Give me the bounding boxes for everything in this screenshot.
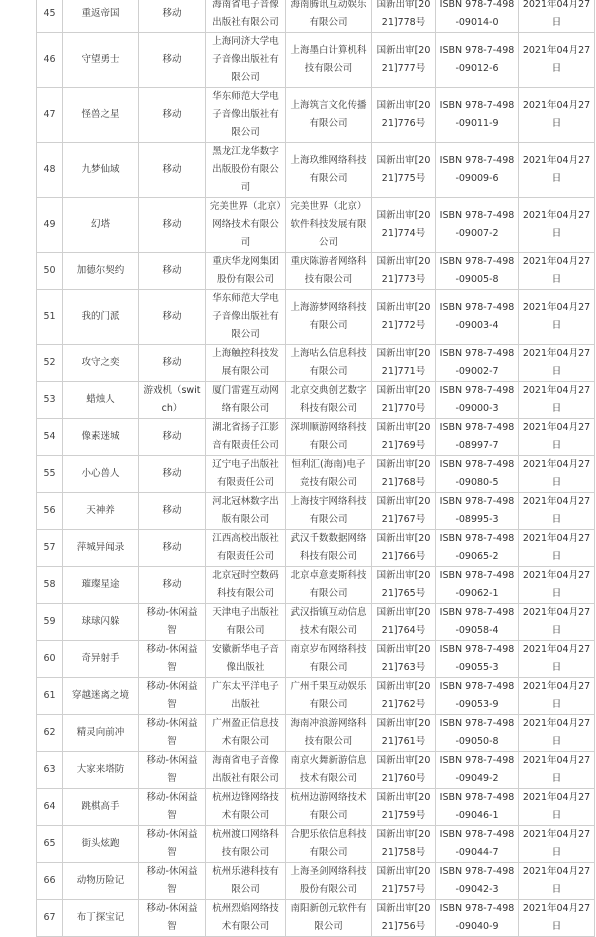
row-number-cell: 45 [37, 0, 63, 33]
approval-number-cell: 国新出审[2021]771号 [372, 345, 436, 382]
publisher-cell: 安徽新华电子音像出版社 [206, 641, 286, 678]
table-row [37, 143, 595, 198]
publisher-cell: 天津电子出版社有限公司 [206, 604, 286, 641]
row-number-cell: 66 [37, 863, 63, 900]
game-name-cell: 怪兽之星 [63, 88, 139, 143]
operator-cell: 深圳顺游网络科技有限公司 [286, 419, 372, 456]
publisher-cell: 广东太平洋电子出版社 [206, 678, 286, 715]
table-row [37, 641, 595, 678]
game-name-cell: 精灵向前冲 [63, 715, 139, 752]
table-row [37, 604, 595, 641]
row-number-cell: 60 [37, 641, 63, 678]
isbn-cell: ISBN 978-7-498-08995-3 [436, 493, 519, 530]
category-cell: 移动 [139, 0, 206, 33]
approval-number-cell: 国新出审[2021]758号 [372, 826, 436, 863]
category-cell: 移动-休闲益智 [139, 752, 206, 789]
isbn-cell: ISBN 978-7-498-09050-8 [436, 715, 519, 752]
row-number-cell: 63 [37, 752, 63, 789]
approval-number-cell: 国新出审[2021]757号 [372, 863, 436, 900]
operator-cell: 上海游梦网络科技有限公司 [286, 290, 372, 345]
publisher-cell: 海南省电子音像出版社有限公司 [206, 0, 286, 33]
approval-date-cell: 2021年04月27日 [519, 604, 595, 641]
isbn-cell: ISBN 978-7-498-09058-4 [436, 604, 519, 641]
table-row [37, 33, 595, 88]
game-name-cell: 穿越迷离之境 [63, 678, 139, 715]
table-row [37, 900, 595, 937]
category-cell: 移动 [139, 567, 206, 604]
publisher-cell: 海南省电子音像出版社有限公司 [206, 752, 286, 789]
table-row [37, 0, 595, 33]
table-row [37, 789, 595, 826]
isbn-cell: ISBN 978-7-498-09014-0 [436, 0, 519, 33]
operator-cell: 上海墨白计算机科技有限公司 [286, 33, 372, 88]
game-name-cell: 蜡烛人 [63, 382, 139, 419]
row-number-cell: 67 [37, 900, 63, 937]
category-cell: 移动-休闲益智 [139, 641, 206, 678]
isbn-cell: ISBN 978-7-498-09049-2 [436, 752, 519, 789]
approval-date-cell: 2021年04月27日 [519, 456, 595, 493]
operator-cell: 海南腾讯互动娱乐有限公司 [286, 0, 372, 33]
approval-date-cell: 2021年04月27日 [519, 143, 595, 198]
row-number-cell: 61 [37, 678, 63, 715]
game-name-cell: 跳棋高手 [63, 789, 139, 826]
isbn-cell: ISBN 978-7-498-08997-7 [436, 419, 519, 456]
table-row [37, 290, 595, 345]
game-name-cell: 街头炫跑 [63, 826, 139, 863]
category-cell: 移动-休闲益智 [139, 826, 206, 863]
operator-cell: 上海技宇网络科技有限公司 [286, 493, 372, 530]
category-cell: 移动 [139, 530, 206, 567]
table-row [37, 419, 595, 456]
approval-number-cell: 国新出审[2021]770号 [372, 382, 436, 419]
game-name-cell: 攻守之奕 [63, 345, 139, 382]
publisher-cell: 湖北省扬子江影音有限责任公司 [206, 419, 286, 456]
game-name-cell: 大家来塔防 [63, 752, 139, 789]
game-name-cell: 我的门派 [63, 290, 139, 345]
category-cell: 移动 [139, 253, 206, 290]
approval-number-cell: 国新出审[2021]761号 [372, 715, 436, 752]
publisher-cell: 上海同济大学电子音像出版社有限公司 [206, 33, 286, 88]
row-number-cell: 57 [37, 530, 63, 567]
approval-number-cell: 国新出审[2021]774号 [372, 198, 436, 253]
table-row [37, 567, 595, 604]
publisher-cell: 河北冠林数字出版有限公司 [206, 493, 286, 530]
publisher-cell: 华东师范大学电子音像出版社有限公司 [206, 290, 286, 345]
approval-number-cell: 国新出审[2021]767号 [372, 493, 436, 530]
table-row [37, 863, 595, 900]
table-row [37, 88, 595, 143]
category-cell: 移动 [139, 198, 206, 253]
approval-date-cell: 2021年04月27日 [519, 715, 595, 752]
category-cell: 移动 [139, 456, 206, 493]
category-cell: 移动-休闲益智 [139, 715, 206, 752]
category-cell: 移动 [139, 88, 206, 143]
operator-cell: 南阳新创元软件有限公司 [286, 900, 372, 937]
row-number-cell: 65 [37, 826, 63, 863]
publisher-cell: 杭州边锋网络技术有限公司 [206, 789, 286, 826]
publisher-cell: 厦门雷霆互动网络有限公司 [206, 382, 286, 419]
approval-number-cell: 国新出审[2021]773号 [372, 253, 436, 290]
operator-cell: 北京卓意麦斯科技有限公司 [286, 567, 372, 604]
operator-cell: 上海玖维网络科技有限公司 [286, 143, 372, 198]
table-row [37, 382, 595, 419]
table-row [37, 678, 595, 715]
row-number-cell: 58 [37, 567, 63, 604]
row-number-cell: 50 [37, 253, 63, 290]
table-row [37, 826, 595, 863]
isbn-cell: ISBN 978-7-498-09040-9 [436, 900, 519, 937]
approval-date-cell: 2021年04月27日 [519, 88, 595, 143]
table-row [37, 198, 595, 253]
approval-date-cell: 2021年04月27日 [519, 290, 595, 345]
publisher-cell: 江西高校出版社有限责任公司 [206, 530, 286, 567]
row-number-cell: 54 [37, 419, 63, 456]
approval-date-cell: 2021年04月27日 [519, 530, 595, 567]
table-row [37, 456, 595, 493]
category-cell: 移动-休闲益智 [139, 604, 206, 641]
approval-number-cell: 国新出审[2021]777号 [372, 33, 436, 88]
operator-cell: 武汉指镇互动信息技术有限公司 [286, 604, 372, 641]
table-row [37, 345, 595, 382]
table-row [37, 715, 595, 752]
approval-date-cell: 2021年04月27日 [519, 253, 595, 290]
row-number-cell: 46 [37, 33, 63, 88]
isbn-cell: ISBN 978-7-498-09044-7 [436, 826, 519, 863]
game-name-cell: 萍城异闻录 [63, 530, 139, 567]
publisher-cell: 辽宁电子出版社有限责任公司 [206, 456, 286, 493]
category-cell: 移动-休闲益智 [139, 789, 206, 826]
approval-date-cell: 2021年04月27日 [519, 900, 595, 937]
approval-number-cell: 国新出审[2021]756号 [372, 900, 436, 937]
approval-date-cell: 2021年04月27日 [519, 382, 595, 419]
operator-cell: 合肥乐依信息科技有限公司 [286, 826, 372, 863]
category-cell: 移动 [139, 419, 206, 456]
approval-number-cell: 国新出审[2021]772号 [372, 290, 436, 345]
operator-cell: 杭州边游网络技术有限公司 [286, 789, 372, 826]
approval-date-cell: 2021年04月27日 [519, 345, 595, 382]
approval-number-cell: 国新出审[2021]776号 [372, 88, 436, 143]
row-number-cell: 49 [37, 198, 63, 253]
row-number-cell: 56 [37, 493, 63, 530]
operator-cell: 重庆陈游者网络科技有限公司 [286, 253, 372, 290]
table-row [37, 752, 595, 789]
publisher-cell: 重庆华龙网集团股份有限公司 [206, 253, 286, 290]
category-cell: 移动 [139, 493, 206, 530]
approval-date-cell: 2021年04月27日 [519, 198, 595, 253]
approval-number-cell: 国新出审[2021]775号 [372, 143, 436, 198]
publisher-cell: 杭州乐港科技有限公司 [206, 863, 286, 900]
operator-cell: 北京交典创艺数字科技有限公司 [286, 382, 372, 419]
approval-number-cell: 国新出审[2021]769号 [372, 419, 436, 456]
approval-date-cell: 2021年04月27日 [519, 752, 595, 789]
row-number-cell: 55 [37, 456, 63, 493]
game-name-cell: 天神养 [63, 493, 139, 530]
isbn-cell: ISBN 978-7-498-09046-1 [436, 789, 519, 826]
operator-cell: 上海咕么信息科技有限公司 [286, 345, 372, 382]
approval-number-cell: 国新出审[2021]764号 [372, 604, 436, 641]
isbn-cell: ISBN 978-7-498-09000-3 [436, 382, 519, 419]
approval-number-cell: 国新出审[2021]765号 [372, 567, 436, 604]
game-name-cell: 小心兽人 [63, 456, 139, 493]
operator-cell: 海南冲浪游网络科技有限公司 [286, 715, 372, 752]
publisher-cell: 北京冠时空数码科技有限公司 [206, 567, 286, 604]
game-name-cell: 九梦仙域 [63, 143, 139, 198]
game-name-cell: 幻塔 [63, 198, 139, 253]
category-cell: 游戏机（switch） [139, 382, 206, 419]
row-number-cell: 48 [37, 143, 63, 198]
category-cell: 移动 [139, 290, 206, 345]
isbn-cell: ISBN 978-7-498-09002-7 [436, 345, 519, 382]
isbn-cell: ISBN 978-7-498-09005-8 [436, 253, 519, 290]
operator-cell: 恒利汇(海南)电子竞技有限公司 [286, 456, 372, 493]
row-number-cell: 64 [37, 789, 63, 826]
row-number-cell: 53 [37, 382, 63, 419]
approval-date-cell: 2021年04月27日 [519, 863, 595, 900]
isbn-cell: ISBN 978-7-498-09065-2 [436, 530, 519, 567]
approval-date-cell: 2021年04月27日 [519, 789, 595, 826]
isbn-cell: ISBN 978-7-498-09080-5 [436, 456, 519, 493]
approval-number-cell: 国新出审[2021]763号 [372, 641, 436, 678]
category-cell: 移动-休闲益智 [139, 900, 206, 937]
category-cell: 移动 [139, 345, 206, 382]
approval-date-cell: 2021年04月27日 [519, 419, 595, 456]
isbn-cell: ISBN 978-7-498-09055-3 [436, 641, 519, 678]
approval-number-cell: 国新出审[2021]778号 [372, 0, 436, 33]
game-name-cell: 璀璨星途 [63, 567, 139, 604]
operator-cell: 上海圣剑网络科技股份有限公司 [286, 863, 372, 900]
table-body [37, 0, 595, 937]
approval-date-cell: 2021年04月27日 [519, 493, 595, 530]
game-name-cell: 重返帝国 [63, 0, 139, 33]
row-number-cell: 59 [37, 604, 63, 641]
category-cell: 移动-休闲益智 [139, 678, 206, 715]
game-name-cell: 动物历险记 [63, 863, 139, 900]
isbn-cell: ISBN 978-7-498-09003-4 [436, 290, 519, 345]
approval-number-cell: 国新出审[2021]760号 [372, 752, 436, 789]
row-number-cell: 62 [37, 715, 63, 752]
isbn-cell: ISBN 978-7-498-09007-2 [436, 198, 519, 253]
operator-cell: 南京岁布网络科技有限公司 [286, 641, 372, 678]
isbn-cell: ISBN 978-7-498-09042-3 [436, 863, 519, 900]
isbn-cell: ISBN 978-7-498-09053-9 [436, 678, 519, 715]
game-name-cell: 守望勇士 [63, 33, 139, 88]
category-cell: 移动 [139, 33, 206, 88]
isbn-cell: ISBN 978-7-498-09011-9 [436, 88, 519, 143]
table-row [37, 530, 595, 567]
table-row [37, 253, 595, 290]
publisher-cell: 杭州渡口网络科技有限公司 [206, 826, 286, 863]
approval-date-cell: 2021年04月27日 [519, 33, 595, 88]
approval-date-cell: 2021年04月27日 [519, 641, 595, 678]
game-name-cell: 加德尔契约 [63, 253, 139, 290]
approval-number-cell: 国新出审[2021]768号 [372, 456, 436, 493]
isbn-cell: ISBN 978-7-498-09009-6 [436, 143, 519, 198]
approval-date-cell: 2021年04月27日 [519, 0, 595, 33]
publisher-cell: 黑龙江龙华数字出版股份有限公司 [206, 143, 286, 198]
table-row [37, 493, 595, 530]
game-name-cell: 奇异射手 [63, 641, 139, 678]
approval-date-cell: 2021年04月27日 [519, 826, 595, 863]
operator-cell: 武汉千数数据网络科技有限公司 [286, 530, 372, 567]
operator-cell: 南京火舞新游信息技术有限公司 [286, 752, 372, 789]
row-number-cell: 47 [37, 88, 63, 143]
game-approval-table [36, 0, 595, 937]
approval-number-cell: 国新出审[2021]759号 [372, 789, 436, 826]
approval-date-cell: 2021年04月27日 [519, 678, 595, 715]
operator-cell: 完美世界（北京）软件科技发展有限公司 [286, 198, 372, 253]
game-name-cell: 球球闪躲 [63, 604, 139, 641]
operator-cell: 广州千果互动娱乐有限公司 [286, 678, 372, 715]
game-name-cell: 布丁探宝记 [63, 900, 139, 937]
approval-number-cell: 国新出审[2021]762号 [372, 678, 436, 715]
row-number-cell: 51 [37, 290, 63, 345]
row-number-cell: 52 [37, 345, 63, 382]
publisher-cell: 完美世界（北京）网络技术有限公司 [206, 198, 286, 253]
publisher-cell: 广州盈正信息技术有限公司 [206, 715, 286, 752]
isbn-cell: ISBN 978-7-498-09062-1 [436, 567, 519, 604]
isbn-cell: ISBN 978-7-498-09012-6 [436, 33, 519, 88]
approval-date-cell: 2021年04月27日 [519, 567, 595, 604]
approval-number-cell: 国新出审[2021]766号 [372, 530, 436, 567]
publisher-cell: 上海触控科技发展有限公司 [206, 345, 286, 382]
publisher-cell: 杭州烈焰网络技术有限公司 [206, 900, 286, 937]
game-name-cell: 像素迷城 [63, 419, 139, 456]
publisher-cell: 华东师范大学电子音像出版社有限公司 [206, 88, 286, 143]
category-cell: 移动 [139, 143, 206, 198]
category-cell: 移动-休闲益智 [139, 863, 206, 900]
operator-cell: 上海筑言文化传播有限公司 [286, 88, 372, 143]
